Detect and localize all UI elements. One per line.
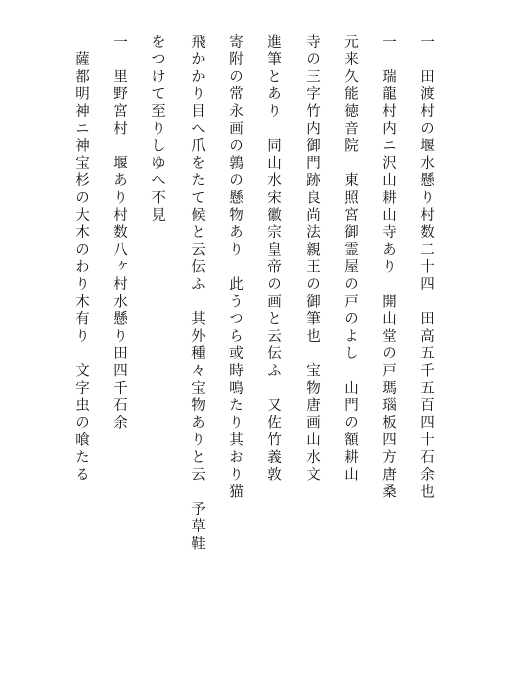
text-column-9: 一 里野宮村 堰あり村数八ヶ村水懸り田四千石余 bbox=[111, 34, 127, 432]
text-column-2: 一 瑞龍村内ニ沢山耕山寺あり 開山堂の戸瑪瑙板四方唐桑 bbox=[380, 34, 396, 502]
text-column-8: をつけて至りしゆへ不見 bbox=[149, 34, 165, 225]
text-column-7: 飛かかり目へ爪をたて候と云伝ふ 其外種々宝物ありと云 予草鞋 bbox=[189, 34, 205, 553]
text-column-3: 元来久能徳音院 東照宮御霊屋の戸のよし 山門の額耕山 bbox=[342, 34, 358, 484]
text-column-4: 寺の三字竹内御門跡良尚法親王の御筆也 宝物唐画山水文 bbox=[304, 34, 320, 484]
text-column-1: 一 田渡村の堰水懸り村数二十四 田高五千五百四十石余也 bbox=[418, 34, 434, 502]
text-column-5: 進筆とあり 同山水宋徽宗皇帝の画と云伝ふ 又佐竹義敦 bbox=[265, 34, 281, 484]
text-column-10: 薩都明神ニ神宝杉の大木のわり木有り 文字虫の喰たる bbox=[73, 34, 89, 484]
text-column-6: 寄附の常永画の鶉の懸物あり 此うつら或時鳴たり其おり猫 bbox=[227, 34, 243, 502]
